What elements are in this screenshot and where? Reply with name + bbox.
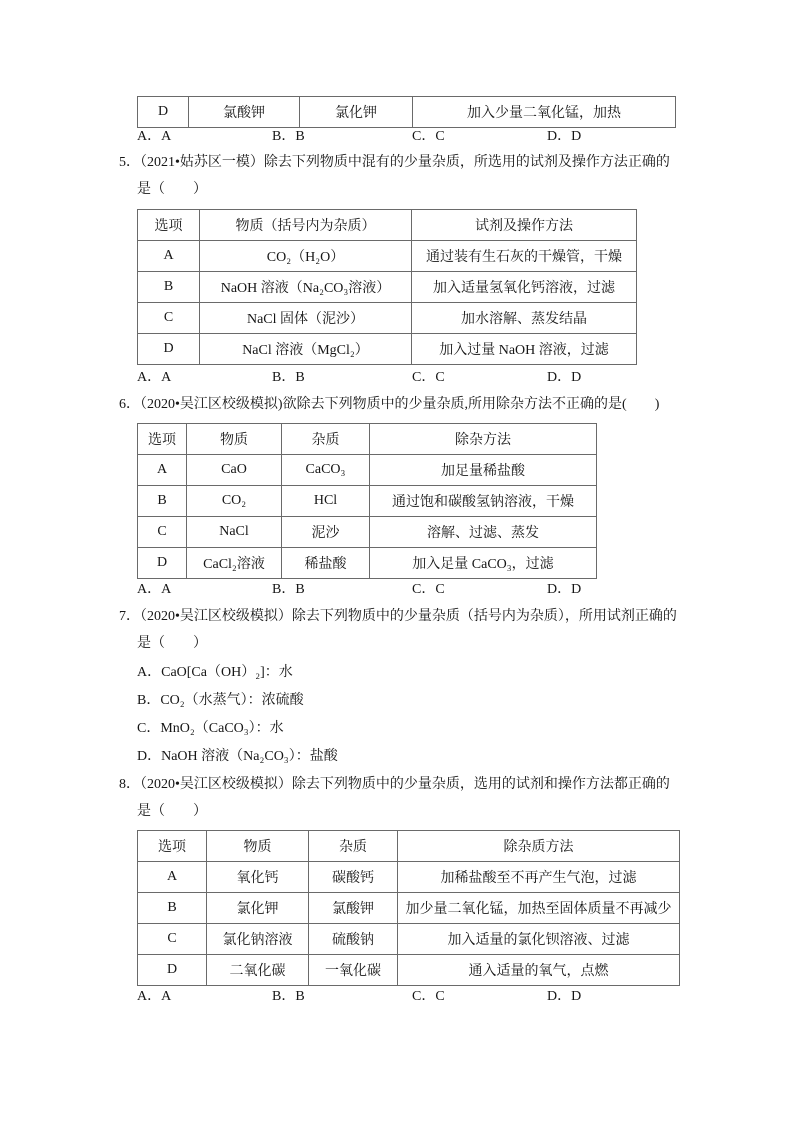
option-cell: A [138, 455, 187, 486]
table-row [138, 955, 680, 986]
method-cell: 加水溶解、蒸发结晶 [412, 303, 637, 334]
header-cell: 选项 [138, 210, 200, 241]
option-b: B．CO₂（水蒸气）：浓硫酸 [137, 693, 304, 708]
choice-b: B．B [272, 370, 305, 385]
question-stem: 5．（2021•姑苏区一模）除去下列物质中混有的少量杂质，所选用的试剂及操作方法正确的 [119, 155, 670, 170]
answer-choices [137, 369, 597, 387]
question-stem: 8．（2020•吴江区校级模拟）除去下列物质中的少量杂质，选用的试剂和操作方法都正确的 [119, 777, 670, 792]
substance-cell: 二氧化碳 [207, 955, 309, 986]
substance-cell: NaCl [187, 517, 282, 548]
substance-cell: CaCl₂溶液 [187, 548, 282, 579]
method-cell: 加稀盐酸至不再产生气泡，过滤 [398, 862, 680, 893]
substance-cell: CaO [187, 455, 282, 486]
choice-a: A．A [137, 370, 172, 385]
choice-a: A．A [137, 989, 172, 1004]
table-row [138, 303, 637, 334]
substance-cell: NaOH 溶液（Na₂CO₃溶液） [200, 272, 412, 303]
table-row [138, 548, 597, 579]
option-cell: B [138, 486, 187, 517]
substance-cell: CO₂（H₂O） [200, 241, 412, 272]
question-stem-continued: 是（ ） [137, 636, 207, 651]
header-cell: 除杂方法 [370, 424, 597, 455]
substance-cell: 氯化钠溶液 [207, 924, 309, 955]
q4-table-tail [137, 96, 676, 128]
method-cell: 通入适量的氧气，点燃 [398, 955, 680, 986]
impurity-cell: 硫酸钠 [309, 924, 398, 955]
table-row [138, 334, 637, 365]
q6-table [137, 423, 597, 579]
header-cell: 物质 [207, 831, 309, 862]
impurity-cell: 碳酸钙 [309, 862, 398, 893]
method-cell: 加入适量氢氧化钙溶液，过滤 [412, 272, 637, 303]
substance-cell: 氯化钾 [207, 893, 309, 924]
impurity-cell: 稀盐酸 [282, 548, 370, 579]
choice-c: C．C [412, 129, 445, 144]
option-cell: D [138, 334, 200, 365]
method-cell: 加入适量的氯化钡溶液、过滤 [398, 924, 680, 955]
question-stem: 7．（2020•吴江区校级模拟）除去下列物质中的少量杂质（括号内为杂质），所用试剂正确的 [119, 609, 677, 624]
question-stem: 6．（2020•吴江区校级模拟)欲除去下列物质中的少量杂质,所用除杂方法不正确的是( ) [119, 397, 660, 412]
method-cell: 加入少量二氧化锰，加热 [413, 97, 676, 128]
header-cell: 杂质 [309, 831, 398, 862]
option-cell: C [138, 303, 200, 334]
substance-cell: CO₂ [187, 486, 282, 517]
table-row [138, 272, 637, 303]
choice-d: D．D [547, 370, 582, 385]
option-cell: B [138, 893, 207, 924]
option-cell: C [138, 924, 207, 955]
choice-c: C．C [412, 989, 445, 1004]
method-cell: 通过饱和碳酸氢钠溶液，干燥 [370, 486, 597, 517]
header-cell: 杂质 [282, 424, 370, 455]
answer-choices [137, 128, 597, 146]
option-a: A．CaO[Ca（OH）₂]：水 [137, 665, 293, 680]
option-d: D．NaOH 溶液（Na₂CO₃）：盐酸 [137, 749, 338, 764]
method-cell: 加少量二氧化锰，加热至固体质量不再减少 [398, 893, 680, 924]
substance-cell: NaCl 溶液（MgCl₂） [200, 334, 412, 365]
header-cell: 选项 [138, 831, 207, 862]
header-cell: 除杂质方法 [398, 831, 680, 862]
answer-choices [137, 988, 597, 1006]
choice-a: A．A [137, 129, 172, 144]
impurity-cell: 氯酸钾 [309, 893, 398, 924]
table-row [138, 97, 676, 128]
question-stem-continued: 是（ ） [137, 182, 207, 197]
table-header-row [138, 210, 637, 241]
method-cell: 溶解、过滤、蒸发 [370, 517, 597, 548]
option-cell: D [138, 955, 207, 986]
method-cell: 通过装有生石灰的干燥管，干燥 [412, 241, 637, 272]
impurity-cell: 一氧化碳 [309, 955, 398, 986]
choice-d: D．D [547, 582, 582, 597]
impurity-cell: 泥沙 [282, 517, 370, 548]
table-row [138, 486, 597, 517]
option-cell: C [138, 517, 187, 548]
method-cell: 加入足量 CaCO₃，过滤 [370, 548, 597, 579]
q8-table [137, 830, 680, 986]
table-header-row [138, 831, 680, 862]
impurity-cell: CaCO₃ [282, 455, 370, 486]
choice-c: C．C [412, 370, 445, 385]
method-cell: 加入过量 NaOH 溶液，过滤 [412, 334, 637, 365]
table-header-row [138, 424, 597, 455]
impurity-cell: 氯化钾 [300, 97, 413, 128]
substance-cell: 氯酸钾 [189, 97, 300, 128]
table-row [138, 924, 680, 955]
option-cell: A [138, 862, 207, 893]
substance-cell: 氧化钙 [207, 862, 309, 893]
choice-b: B．B [272, 582, 305, 597]
option-cell: A [138, 241, 200, 272]
header-cell: 物质 [187, 424, 282, 455]
choice-c: C．C [412, 582, 445, 597]
header-cell: 试剂及操作方法 [412, 210, 637, 241]
option-cell: B [138, 272, 200, 303]
impurity-cell: HCl [282, 486, 370, 517]
table-row [138, 517, 597, 548]
option-c: C．MnO₂（CaCO₃）：水 [137, 721, 284, 736]
choice-b: B．B [272, 989, 305, 1004]
option-cell: D [138, 97, 189, 128]
choice-a: A．A [137, 582, 172, 597]
question-stem-continued: 是（ ） [137, 804, 207, 819]
table-row [138, 455, 597, 486]
substance-cell: NaCl 固体（泥沙） [200, 303, 412, 334]
choice-d: D．D [547, 989, 582, 1004]
table-row [138, 862, 680, 893]
q5-table [137, 209, 637, 365]
option-cell: D [138, 548, 187, 579]
answer-choices [137, 581, 597, 599]
table-row [138, 241, 637, 272]
method-cell: 加足量稀盐酸 [370, 455, 597, 486]
choice-b: B．B [272, 129, 305, 144]
table-row [138, 893, 680, 924]
header-cell: 物质（括号内为杂质） [200, 210, 412, 241]
choice-d: D．D [547, 129, 582, 144]
header-cell: 选项 [138, 424, 187, 455]
